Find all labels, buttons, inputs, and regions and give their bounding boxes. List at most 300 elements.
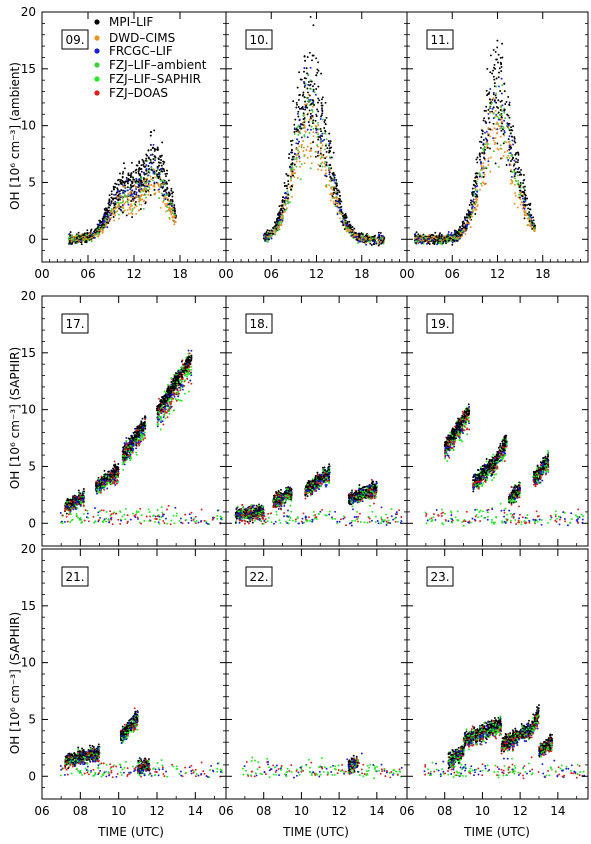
data-point-dwd-cims [128, 198, 130, 200]
data-point-dwd-cims [82, 238, 84, 240]
data-point-frcgc-lif [374, 242, 376, 244]
data-point-mpi-lif [508, 138, 510, 140]
data-point-fzj-lif-ambient [289, 201, 291, 203]
data-point-mpi-lif [325, 102, 327, 104]
data-point-mpi-lif [105, 210, 107, 212]
data-point-mpi-lif [508, 104, 510, 106]
data-point-mpi-lif [506, 164, 508, 166]
data-point-frcgc-lif [158, 188, 160, 190]
data-point-fzj-lif-saphir [79, 519, 81, 521]
data-point-frcgc-lif [514, 173, 516, 175]
data-point-mpi-lif [157, 147, 159, 149]
data-point-mpi-lif [495, 97, 497, 99]
data-point-mpi-lif [434, 232, 436, 234]
data-point-dwd-cims [91, 237, 93, 239]
data-point-mpi-lif [493, 106, 495, 108]
data-point-dwd-cims [150, 184, 152, 186]
data-point-fzj-lif-ambient [297, 149, 299, 151]
data-point-mpi-lif [346, 217, 348, 219]
data-point-fzj-lif-saphir [205, 521, 207, 523]
data-point-fzj-doas [212, 519, 214, 521]
data-point-frcgc-lif [140, 188, 142, 190]
data-point-dwd-cims [130, 191, 132, 193]
data-point-mpi-lif [152, 177, 154, 179]
data-point-mpi-lif [324, 119, 326, 121]
data-point-mpi-lif [288, 157, 290, 159]
data-point-mpi-lif [523, 179, 525, 181]
data-point-fzj-lif-ambient [339, 212, 341, 214]
data-point-mpi-lif [126, 177, 128, 179]
data-point-fzj-doas [92, 516, 94, 518]
data-point-dwd-cims [322, 157, 324, 159]
data-point-dwd-cims [317, 164, 319, 166]
data-point-mpi-lif [158, 165, 160, 167]
data-point-frcgc-lif [303, 81, 305, 83]
data-point-frcgc-lif [312, 102, 314, 104]
data-point-frcgc-lif [122, 192, 124, 194]
data-point-fzj-lif-ambient [446, 241, 448, 243]
data-point-mpi-lif [166, 170, 168, 172]
data-point-dwd-cims [470, 226, 472, 228]
data-point-mpi-lif [372, 240, 374, 242]
data-point-mpi-lif [511, 158, 513, 160]
data-point-fzj-lif-ambient [105, 217, 107, 219]
data-point-mpi-lif [483, 152, 485, 154]
data-point-mpi-lif [148, 171, 150, 173]
data-point-mpi-lif [166, 173, 168, 175]
data-point-mpi-lif [314, 83, 316, 85]
data-point-mpi-lif [496, 46, 498, 48]
data-point-mpi-lif [481, 129, 483, 131]
data-point-frcgc-lif [220, 518, 222, 520]
data-point-frcgc-lif [165, 518, 167, 520]
data-point-frcgc-lif [200, 520, 202, 522]
data-point-frcgc-lif [87, 513, 89, 515]
data-point-mpi-lif [494, 99, 496, 101]
data-point-mpi-lif [312, 99, 314, 101]
data-point-mpi-lif [328, 150, 330, 152]
data-point-dwd-cims [488, 158, 490, 160]
data-point-dwd-cims [297, 132, 299, 134]
data-point-mpi-lif [304, 60, 306, 62]
data-point-fzj-lif-ambient [416, 240, 418, 242]
data-point-dwd-cims [310, 155, 312, 157]
data-point-fzj-lif-ambient [317, 133, 319, 135]
data-point-mpi-lif [78, 232, 80, 234]
data-point-frcgc-lif [130, 194, 132, 196]
data-point-frcgc-lif [480, 161, 482, 163]
data-point-mpi-lif [297, 87, 299, 89]
data-point-fzj-doas [162, 520, 164, 522]
data-point-frcgc-lif [281, 219, 283, 221]
data-point-fzj-lif-ambient [301, 163, 303, 165]
data-point-fzj-lif-saphir [160, 516, 162, 518]
data-point-mpi-lif [284, 182, 286, 184]
data-point-dwd-cims [138, 209, 140, 211]
data-point-fzj-lif-ambient [376, 241, 378, 243]
data-point-dwd-cims [173, 223, 175, 225]
data-point-fzj-lif-ambient [325, 133, 327, 135]
data-point-mpi-lif [168, 192, 170, 194]
data-point-mpi-lif [532, 216, 534, 218]
data-point-mpi-lif [130, 176, 132, 178]
data-point-dwd-cims [174, 216, 176, 218]
data-point-fzj-lif-ambient [142, 190, 144, 192]
data-point-fzj-lif-ambient [325, 143, 327, 145]
data-point-frcgc-lif [358, 240, 360, 242]
data-point-dwd-cims [170, 208, 172, 210]
data-point-fzj-lif-saphir [125, 508, 127, 510]
data-point-dwd-cims [105, 224, 107, 226]
data-point-mpi-lif [304, 117, 306, 119]
data-point-fzj-lif-ambient [294, 133, 296, 135]
data-point-dwd-cims [525, 211, 527, 213]
data-point-dwd-cims [455, 237, 457, 239]
data-point-mpi-lif [526, 198, 528, 200]
data-point-fzj-doas [157, 515, 159, 517]
data-point-fzj-lif-ambient [69, 238, 71, 240]
data-point-fzj-lif-ambient [285, 203, 287, 205]
data-point-frcgc-lif [378, 234, 380, 236]
data-point-fzj-lif-ambient [297, 126, 299, 128]
data-point-fzj-lif-saphir [216, 518, 218, 520]
data-point-mpi-lif [454, 229, 456, 231]
data-point-mpi-lif [308, 125, 310, 127]
data-point-dwd-cims [471, 215, 473, 217]
data-point-mpi-lif [486, 68, 488, 70]
data-point-mpi-lif [133, 171, 135, 173]
data-point-mpi-lif [145, 160, 147, 162]
data-point-frcgc-lif [531, 224, 533, 226]
data-point-mpi-lif [317, 155, 319, 157]
data-point-fzj-lif-ambient [482, 148, 484, 150]
data-point-mpi-lif [312, 115, 314, 117]
data-point-frcgc-lif [137, 186, 139, 188]
data-point-frcgc-lif [473, 198, 475, 200]
data-point-dwd-cims [501, 157, 503, 159]
data-point-frcgc-lif [507, 159, 509, 161]
data-point-mpi-lif [302, 108, 304, 110]
data-point-frcgc-lif [163, 513, 165, 515]
data-point-dwd-cims [145, 184, 147, 186]
data-point-mpi-lif [376, 243, 378, 245]
data-point-dwd-cims [524, 214, 526, 216]
data-point-mpi-lif [152, 154, 154, 156]
data-point-mpi-lif [290, 163, 292, 165]
data-point-mpi-lif [330, 140, 332, 142]
data-point-fzj-lif-ambient [322, 119, 324, 121]
data-point-mpi-lif [434, 243, 436, 245]
data-point-fzj-lif-ambient [487, 143, 489, 145]
data-point-frcgc-lif [426, 243, 428, 245]
data-point-dwd-cims [153, 185, 155, 187]
data-point-dwd-cims [464, 230, 466, 232]
data-point-mpi-lif [524, 217, 526, 219]
data-point-fzj-lif-ambient [453, 235, 455, 237]
data-point-fzj-lif-ambient [357, 242, 359, 244]
data-point-mpi-lif [132, 181, 134, 183]
data-point-fzj-lif-saphir [136, 510, 138, 512]
data-point-fzj-lif-ambient [310, 79, 312, 81]
data-point-mpi-lif [278, 212, 280, 214]
data-point-fzj-lif-ambient [278, 223, 280, 225]
data-point-mpi-lif [481, 152, 483, 154]
data-point-mpi-lif [318, 99, 320, 101]
data-point-mpi-lif [162, 194, 164, 196]
data-point-mpi-lif [480, 147, 482, 149]
data-point-mpi-lif [500, 57, 502, 59]
data-point-dwd-cims [333, 202, 335, 204]
data-point-frcgc-lif [119, 193, 121, 195]
data-point-dwd-cims [293, 169, 295, 171]
data-point-mpi-lif [492, 99, 494, 101]
data-point-mpi-lif [157, 149, 159, 151]
data-point-mpi-lif [517, 151, 519, 153]
data-point-mpi-lif [108, 210, 110, 212]
data-point-mpi-lif [291, 151, 293, 153]
data-point-fzj-lif-saphir [103, 519, 105, 521]
data-point-fzj-doas [127, 521, 129, 523]
data-point-frcgc-lif [508, 125, 510, 127]
data-point-frcgc-lif [504, 131, 506, 133]
data-point-dwd-cims [273, 231, 275, 233]
data-point-mpi-lif [471, 204, 473, 206]
data-point-fzj-lif-ambient [131, 210, 133, 212]
data-point-mpi-lif [283, 208, 285, 210]
data-point-fzj-lif-ambient [479, 174, 481, 176]
data-point-dwd-cims [329, 180, 331, 182]
data-point-mpi-lif [287, 183, 289, 185]
data-point-frcgc-lif [509, 164, 511, 166]
data-point-fzj-lif-ambient [166, 206, 168, 208]
data-point-mpi-lif [70, 231, 72, 233]
data-point-fzj-lif-saphir [99, 510, 101, 512]
data-point-mpi-lif [148, 157, 150, 159]
data-point-fzj-lif-saphir [110, 515, 112, 517]
data-point-dwd-cims [520, 192, 522, 194]
data-point-dwd-cims [138, 187, 140, 189]
data-point-dwd-cims [160, 207, 162, 209]
data-point-frcgc-lif [300, 124, 302, 126]
data-point-frcgc-lif [117, 190, 119, 192]
data-point-mpi-lif [279, 209, 281, 211]
data-point-mpi-lif [496, 40, 498, 42]
data-point-mpi-lif [322, 96, 324, 98]
data-point-mpi-lif [286, 185, 288, 187]
data-point-dwd-cims [312, 135, 314, 137]
data-point-mpi-lif [328, 133, 330, 135]
data-point-frcgc-lif [145, 164, 147, 166]
data-point-dwd-cims [284, 211, 286, 213]
data-point-mpi-lif [438, 237, 440, 239]
data-point-mpi-lif [297, 116, 299, 118]
data-point-fzj-lif-saphir [105, 521, 107, 523]
data-point-dwd-cims [368, 238, 370, 240]
data-point-mpi-lif [145, 158, 147, 160]
data-point-mpi-lif [278, 205, 280, 207]
data-point-frcgc-lif [180, 518, 182, 520]
data-point-dwd-cims [169, 218, 171, 220]
data-point-frcgc-lif [310, 129, 312, 131]
data-point-mpi-lif [150, 131, 152, 133]
data-point-fzj-lif-saphir [185, 519, 187, 521]
data-point-mpi-lif [500, 70, 502, 72]
data-point-fzj-lif-ambient [306, 97, 308, 99]
data-point-mpi-lif [316, 68, 318, 70]
data-point-frcgc-lif [98, 224, 100, 226]
data-point-mpi-lif [522, 182, 524, 184]
data-point-frcgc-lif [131, 190, 133, 192]
data-point-dwd-cims [489, 112, 491, 114]
data-point-frcgc-lif [110, 517, 112, 519]
data-point-mpi-lif [86, 241, 88, 243]
data-point-mpi-lif [94, 229, 96, 231]
data-point-fzj-lif-ambient [324, 148, 326, 150]
data-point-mpi-lif [117, 199, 119, 201]
data-point-frcgc-lif [120, 520, 122, 522]
data-point-mpi-lif [309, 52, 311, 54]
data-point-frcgc-lif [191, 519, 193, 521]
data-point-dwd-cims [302, 140, 304, 142]
data-point-dwd-cims [494, 137, 496, 139]
data-point-fzj-lif-ambient [506, 157, 508, 159]
data-point-mpi-lif [509, 117, 511, 119]
data-point-mpi-lif [150, 149, 152, 151]
data-point-dwd-cims [309, 119, 311, 121]
data-point-fzj-doas [140, 523, 142, 525]
data-point-dwd-cims [279, 224, 281, 226]
data-point-mpi-lif [134, 191, 136, 193]
data-point-mpi-lif [145, 201, 147, 203]
data-point-fzj-doas [156, 518, 158, 520]
data-point-mpi-lif [310, 84, 312, 86]
data-point-mpi-lif [150, 135, 152, 137]
data-point-mpi-lif [439, 232, 441, 234]
data-point-mpi-lif [328, 145, 330, 147]
data-point-mpi-lif [496, 78, 498, 80]
data-point-mpi-lif [165, 175, 167, 177]
data-point-dwd-cims [365, 242, 367, 244]
data-point-dwd-cims [506, 141, 508, 143]
data-point-dwd-cims [113, 213, 115, 215]
data-point-mpi-lif [326, 151, 328, 153]
data-point-mpi-lif [109, 204, 111, 206]
data-point-dwd-cims [172, 220, 174, 222]
data-point-mpi-lif [118, 208, 120, 210]
data-point-mpi-lif [510, 160, 512, 162]
data-point-dwd-cims [495, 110, 497, 112]
data-point-fzj-lif-ambient [138, 203, 140, 205]
data-point-mpi-lif [272, 233, 274, 235]
data-point-mpi-lif [489, 121, 491, 123]
data-point-mpi-lif [330, 167, 332, 169]
data-point-dwd-cims [355, 234, 357, 236]
data-point-dwd-cims [130, 205, 132, 207]
data-point-frcgc-lif [110, 202, 112, 204]
data-point-dwd-cims [416, 237, 418, 239]
data-point-dwd-cims [141, 194, 143, 196]
data-point-fzj-lif-ambient [316, 136, 318, 138]
data-point-mpi-lif [461, 225, 463, 227]
data-point-mpi-lif [447, 235, 449, 237]
data-point-dwd-cims [140, 196, 142, 198]
data-point-fzj-lif-ambient [163, 179, 165, 181]
data-point-frcgc-lif [464, 219, 466, 221]
data-point-mpi-lif [288, 175, 290, 177]
data-point-mpi-lif [498, 54, 500, 56]
data-point-dwd-cims [510, 179, 512, 181]
data-point-mpi-lif [132, 176, 134, 178]
data-point-dwd-cims [528, 218, 530, 220]
data-point-mpi-lif [312, 55, 314, 57]
data-point-mpi-lif [371, 244, 373, 246]
data-point-mpi-lif [483, 139, 485, 141]
data-point-mpi-lif [134, 181, 136, 183]
data-point-mpi-lif [288, 153, 290, 155]
data-point-fzj-lif-ambient [503, 112, 505, 114]
data-point-dwd-cims [162, 201, 164, 203]
data-point-mpi-lif [310, 117, 312, 119]
data-point-mpi-lif [131, 185, 133, 187]
data-point-frcgc-lif [480, 163, 482, 165]
data-point-frcgc-lif [461, 229, 463, 231]
data-point-dwd-cims [320, 150, 322, 152]
data-point-frcgc-lif [91, 234, 93, 236]
data-point-dwd-cims [310, 142, 312, 144]
data-point-dwd-cims [150, 178, 152, 180]
data-point-mpi-lif [340, 206, 342, 208]
data-point-mpi-lif [124, 183, 126, 185]
data-point-dwd-cims [129, 208, 131, 210]
data-point-mpi-lif [268, 239, 270, 241]
data-point-mpi-lif [335, 179, 337, 181]
data-point-mpi-lif [111, 193, 113, 195]
data-point-mpi-lif [512, 157, 514, 159]
data-point-dwd-cims [307, 157, 309, 159]
data-point-dwd-cims [126, 196, 128, 198]
data-point-mpi-lif [306, 67, 308, 69]
data-point-mpi-lif [335, 193, 337, 195]
data-point-mpi-lif [104, 208, 106, 210]
data-point-fzj-lif-ambient [368, 241, 370, 243]
data-point-dwd-cims [476, 205, 478, 207]
data-point-mpi-lif [480, 136, 482, 138]
data-point-dwd-cims [170, 211, 172, 213]
data-point-mpi-lif [498, 111, 500, 113]
data-point-mpi-lif [352, 226, 354, 228]
data-point-mpi-lif [333, 172, 335, 174]
data-point-mpi-lif [333, 188, 335, 190]
data-point-fzj-lif-ambient [295, 157, 297, 159]
data-point-dwd-cims [302, 122, 304, 124]
data-point-dwd-cims [500, 148, 502, 150]
data-point-dwd-cims [304, 124, 306, 126]
data-point-dwd-cims [154, 176, 156, 178]
data-point-dwd-cims [291, 196, 293, 198]
data-point-dwd-cims [292, 173, 294, 175]
data-point-mpi-lif [295, 130, 297, 132]
data-point-dwd-cims [514, 184, 516, 186]
data-point-dwd-cims [357, 234, 359, 236]
data-point-fzj-lif-saphir [122, 516, 124, 518]
data-point-mpi-lif [109, 194, 111, 196]
data-point-mpi-lif [527, 207, 529, 209]
data-point-fzj-lif-ambient [346, 227, 348, 229]
data-point-mpi-lif [457, 232, 459, 234]
data-point-mpi-lif [131, 162, 133, 164]
data-point-fzj-lif-ambient [287, 190, 289, 192]
data-point-mpi-lif [174, 211, 176, 213]
